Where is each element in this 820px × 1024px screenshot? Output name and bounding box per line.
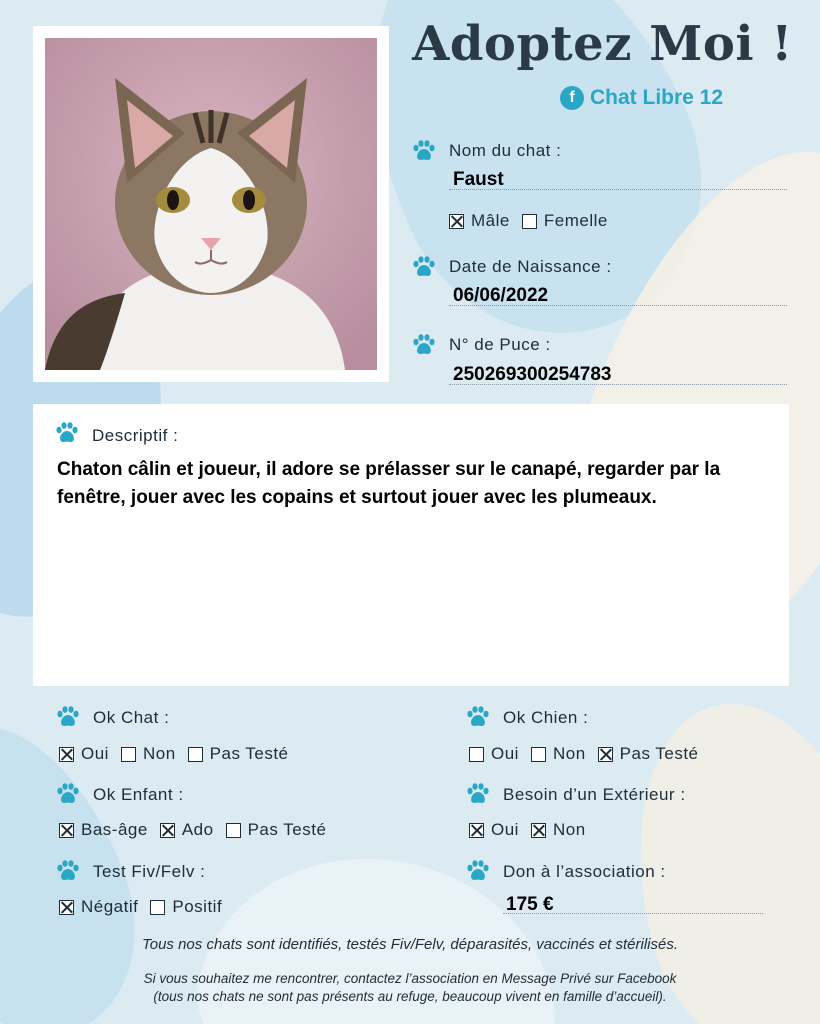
nom-value: Faust (453, 169, 504, 190)
ok-chien-option[interactable] (469, 744, 519, 764)
ok-chien-options (469, 744, 699, 764)
checkbox[interactable] (150, 900, 165, 915)
nom-label: Nom du chat : (449, 141, 562, 160)
puce-label: N° de Puce : (449, 335, 551, 354)
checkbox[interactable] (59, 900, 74, 915)
option-label: Négatif (81, 897, 139, 916)
paw-icon (56, 706, 80, 728)
checkbox[interactable] (121, 747, 136, 762)
checkbox[interactable] (531, 823, 546, 838)
test-fiv-label: Test Fiv/Felv : (93, 862, 206, 881)
ok-enfant-option[interactable] (226, 820, 327, 840)
ok-chien-option[interactable] (598, 744, 699, 764)
don-label: Don à l’association : (503, 862, 666, 881)
test-fiv-options (59, 897, 222, 917)
descriptif-box (33, 404, 789, 686)
footer-note: Tous nos chats sont identifiés, testés Fiv/Felv, déparasités, vaccinés et stérilisés. (141, 936, 679, 953)
test-fiv-option[interactable] (150, 897, 222, 917)
ok-chat-option[interactable] (59, 744, 109, 764)
exterieur-label: Besoin d’un Extérieur : (503, 785, 686, 804)
descriptif-label: Descriptif : (92, 426, 179, 445)
ok-enfant-options (59, 820, 326, 840)
puce-value: 250269300254783 (453, 364, 612, 385)
checkbox[interactable] (469, 747, 484, 762)
femelle-checkbox[interactable] (522, 214, 537, 229)
checkbox[interactable] (188, 747, 203, 762)
page-title: Adoptez Moi ! (412, 16, 793, 72)
checkbox[interactable] (59, 823, 74, 838)
checkbox[interactable] (531, 747, 546, 762)
cat-photo (45, 38, 377, 370)
paw-icon (412, 256, 436, 278)
footer-contact-line: Si vous souhaitez me rencontrer, contactez l’association en Message Privé sur Facebook (143, 971, 677, 986)
option-label: Non (552, 820, 586, 839)
ok-chat-options (59, 744, 289, 764)
ok-chien-label: Ok Chien : (503, 708, 589, 727)
ok-enfant-option[interactable] (160, 820, 214, 840)
sexe-femelle[interactable] (522, 211, 608, 231)
paw-icon (56, 783, 80, 805)
ok-enfant-label: Ok Enfant : (93, 785, 184, 804)
checkbox[interactable] (160, 823, 175, 838)
option-label: Non (142, 744, 176, 763)
paw-icon (466, 783, 490, 805)
facebook-page-name: Chat Libre 12 (590, 86, 724, 109)
divider (449, 305, 787, 306)
sexe-male[interactable] (449, 211, 510, 231)
checkbox[interactable] (226, 823, 241, 838)
checkbox[interactable] (598, 747, 613, 762)
ok-enfant-option[interactable] (59, 820, 148, 840)
test-fiv-option[interactable] (59, 897, 138, 917)
ok-chien-option[interactable] (531, 744, 586, 764)
ok-chat-label: Ok Chat : (93, 708, 170, 727)
femelle-label: Femelle (543, 211, 608, 230)
paw-icon (412, 140, 436, 162)
option-label: Pas Testé (209, 744, 289, 763)
photo-frame (33, 26, 389, 382)
footer-contact (0, 970, 820, 1006)
descriptif-text: Chaton câlin et joueur, il adore se prélasser sur le canapé, regarder par la fenêtre, jouer avec les copains et surtout jouer avec les plumeaux. (57, 459, 721, 508)
exterieur-option[interactable] (531, 820, 586, 840)
divider (449, 384, 787, 385)
option-label: Non (552, 744, 586, 763)
divider (503, 913, 763, 914)
paw-icon (466, 706, 490, 728)
sexe-options (449, 211, 608, 231)
naissance-label: Date de Naissance : (449, 257, 612, 276)
exterieur-options (469, 820, 586, 840)
ok-chat-option[interactable] (121, 744, 176, 764)
naissance-value: 06/06/2022 (453, 285, 549, 306)
footer-contact-line: (tous nos chats ne sont pas présents au refuge, beaucoup vivent en famille d’accueil). (153, 989, 667, 1004)
paw-icon (56, 860, 80, 882)
option-label: Bas-âge (81, 820, 148, 839)
option-label: Pas Testé (247, 820, 327, 839)
checkbox[interactable] (469, 823, 484, 838)
option-label: Pas Testé (619, 744, 699, 763)
don-value: 175 € (506, 894, 554, 915)
ok-chat-option[interactable] (188, 744, 289, 764)
paw-icon (466, 860, 490, 882)
paw-icon (55, 422, 79, 444)
option-label: Oui (491, 820, 519, 839)
checkbox[interactable] (59, 747, 74, 762)
male-label: Mâle (471, 211, 510, 230)
option-label: Ado (181, 820, 214, 839)
facebook-link[interactable] (560, 86, 723, 110)
exterieur-option[interactable] (469, 820, 519, 840)
facebook-icon: f (560, 86, 584, 110)
option-label: Oui (491, 744, 519, 763)
divider (449, 189, 787, 190)
male-checkbox[interactable] (449, 214, 464, 229)
option-label: Positif (172, 897, 223, 916)
option-label: Oui (81, 744, 109, 763)
paw-icon (412, 334, 436, 356)
